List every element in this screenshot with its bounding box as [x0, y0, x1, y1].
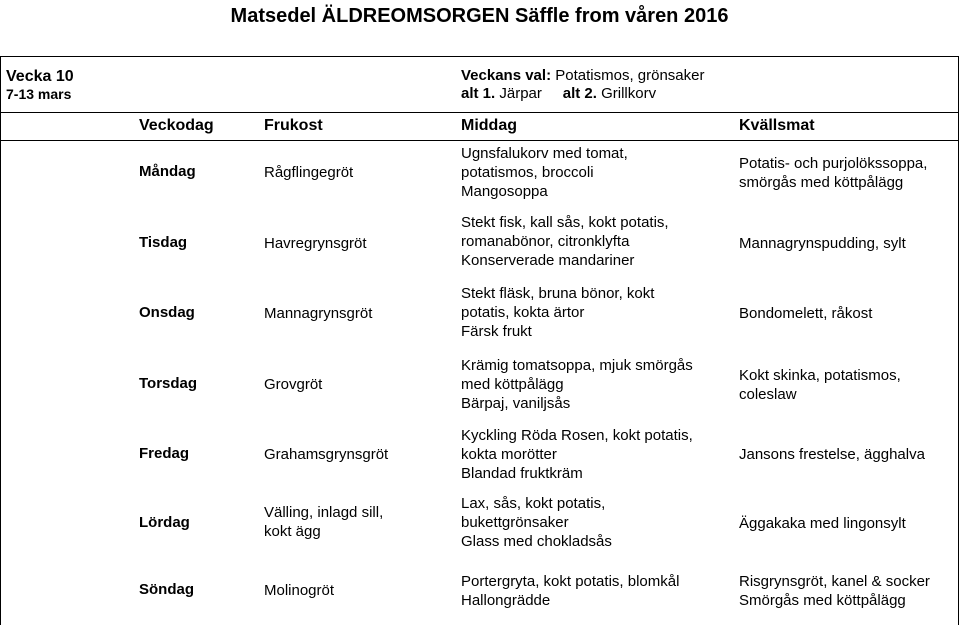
breakfast-cell: Molinogröt: [264, 582, 335, 599]
week-label: Vecka 10: [6, 68, 74, 85]
alt2-prefix: alt 2.: [562, 85, 597, 102]
breakfast-cell: Välling, inlagd sill, kokt ägg: [264, 504, 384, 540]
alt2-value: Grillkorv: [601, 85, 657, 102]
breakfast-cell: Grovgröt: [264, 376, 323, 393]
lunch-line: romanabönor, citronklyfta: [461, 233, 630, 250]
header-lunch: Middag: [461, 117, 517, 134]
lunch-line: potatis, kokta ärtor: [461, 304, 585, 321]
lunch-line: Bärpaj, vaniljsås: [461, 395, 571, 412]
weekly-choice-value: Potatismos, grönsaker: [555, 67, 705, 84]
lunch-line: kokta morötter: [461, 446, 557, 463]
lunch-cell: [461, 284, 654, 341]
evening-line: Mannagrynspudding, sylt: [739, 235, 906, 252]
header-evening: Kvällsmat: [739, 117, 815, 134]
breakfast-cell: Grahamsgrynsgröt: [264, 446, 389, 463]
lunch-cell: [461, 426, 693, 483]
evening-cell: [739, 445, 925, 464]
lunch-line: Blandad fruktkräm: [461, 465, 583, 482]
evening-cell: [739, 234, 906, 253]
page-title: Matsedel ÄLDREOMSORGEN Säffle from våren 2016: [230, 5, 729, 27]
evening-cell: [739, 304, 872, 323]
evening-cell: [739, 154, 927, 192]
evening-line: Äggakaka med lingonsylt: [739, 515, 906, 532]
lunch-line: Lax, sås, kokt potatis,: [461, 495, 606, 512]
breakfast-cell: Mannagrynsgröt: [264, 305, 373, 322]
lunch-cell: [461, 572, 679, 610]
lunch-cell: [461, 144, 628, 201]
day-label: Torsdag: [139, 375, 198, 392]
lunch-cell: [461, 356, 693, 413]
lunch-line: med köttpålägg: [461, 376, 564, 393]
evening-cell: [739, 366, 901, 404]
alt1-value: Järpar: [499, 85, 542, 102]
lunch-line: Stekt fläsk, bruna bönor, kokt: [461, 285, 655, 302]
lunch-line: bukettgrönsaker: [461, 514, 569, 531]
week-info: [6, 67, 74, 103]
alt1-prefix: alt 1.: [461, 85, 496, 102]
evening-line: coleslaw: [739, 386, 797, 403]
lunch-line: Mangosoppa: [461, 183, 548, 200]
lunch-line: Färsk frukt: [461, 323, 532, 340]
lunch-line: Kyckling Röda Rosen, kokt potatis,: [461, 427, 693, 444]
day-label: Lördag: [139, 514, 190, 531]
evening-line: smörgås med köttpålägg: [739, 174, 904, 191]
lunch-line: Krämig tomatsoppa, mjuk smörgås: [461, 357, 693, 374]
lunch-cell: [461, 213, 669, 270]
lunch-line: Ugnsfalukorv med tomat,: [461, 145, 628, 162]
breakfast-cell: Havregrynsgröt: [264, 235, 367, 252]
lunch-line: Glass med chokladsås: [461, 533, 612, 550]
weekly-choice-prefix: Veckans val:: [461, 67, 552, 84]
lunch-line: Stekt fisk, kall sås, kokt potatis,: [461, 214, 669, 231]
day-label: Söndag: [139, 581, 194, 598]
evening-line: Bondomelett, råkost: [739, 305, 873, 322]
evening-cell: [739, 572, 930, 610]
breakfast-cell: Rågflingegröt: [264, 164, 354, 181]
day-label: Fredag: [139, 445, 190, 462]
lunch-line: Hallongrädde: [461, 592, 551, 609]
header-day: Veckodag: [139, 117, 214, 134]
header-row-bottom-border: [0, 140, 959, 141]
header-row-top-border: [0, 112, 959, 113]
lunch-line: Portergryta, kokt potatis, blomkål: [461, 573, 680, 590]
week-dates: 7-13 mars: [6, 86, 72, 102]
header-breakfast: Frukost: [264, 117, 323, 134]
evening-line: Smörgås med köttpålägg: [739, 592, 906, 609]
day-label: Onsdag: [139, 304, 195, 321]
evening-line: Jansons frestelse, ägghalva: [739, 446, 925, 463]
evening-line: Potatis- och purjolökssoppa,: [739, 155, 928, 172]
day-label: Måndag: [139, 163, 196, 180]
lunch-line: Konserverade mandariner: [461, 252, 635, 269]
evening-line: Risgrynsgröt, kanel & socker: [739, 573, 930, 590]
lunch-cell: [461, 494, 612, 551]
lunch-line: potatismos, broccoli: [461, 164, 594, 181]
weekly-choice: [461, 67, 704, 103]
evening-cell: [739, 514, 906, 533]
day-label: Tisdag: [139, 234, 188, 251]
evening-line: Kokt skinka, potatismos,: [739, 367, 901, 384]
